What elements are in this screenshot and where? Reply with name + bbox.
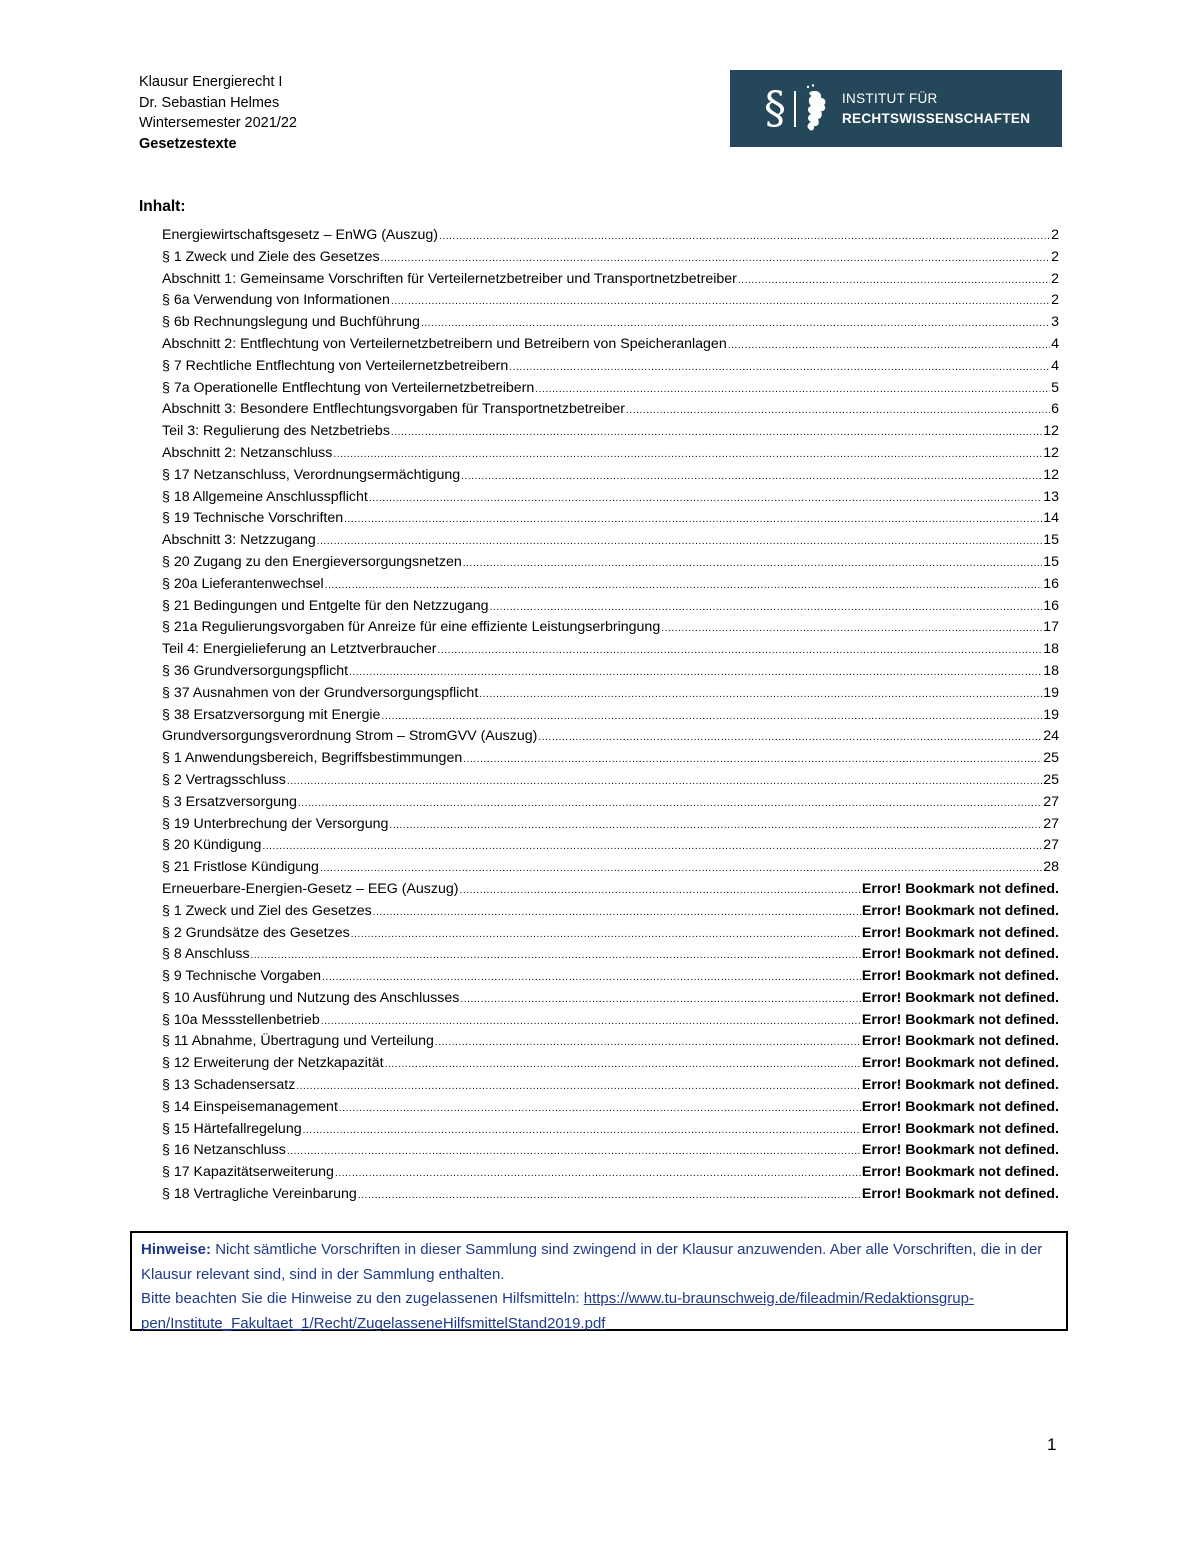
page-number: 1 bbox=[1047, 1435, 1057, 1454]
toc-entry-title: § 14 Einspeisemanagement bbox=[162, 1098, 338, 1115]
toc-entry-page: 17 bbox=[1043, 619, 1059, 636]
institute-name-line2: RECHTSWISSENSCHAFTEN bbox=[842, 110, 1031, 126]
toc-dot-leader bbox=[728, 335, 1050, 357]
toc-entry-page: Error! Bookmark not defined. bbox=[861, 902, 1059, 919]
toc-entry-title: § 7 Rechtliche Entflechtung von Verteilernetzbetreibern bbox=[162, 357, 509, 374]
toc-entry-page: 25 bbox=[1043, 771, 1059, 788]
toc-entry-page: 12 bbox=[1043, 444, 1059, 461]
toc-entry-title: § 12 Erweiterung der Netzkapazität bbox=[162, 1055, 384, 1072]
toc-entry-page: 2 bbox=[1051, 227, 1059, 243]
toc-dot-leader bbox=[358, 1185, 861, 1207]
toc-dot-leader bbox=[463, 553, 1042, 575]
toc-dot-leader bbox=[298, 793, 1042, 815]
toc-entry-page: 2 bbox=[1051, 270, 1059, 287]
toc-entry-title: § 3 Ersatzversorgung bbox=[162, 793, 297, 810]
semester: Wintersemester 2021/22 bbox=[139, 115, 297, 131]
toc-dot-leader bbox=[351, 924, 861, 946]
toc-entry[interactable] bbox=[162, 225, 1059, 247]
toc-entry-title: § 38 Ersatzversorgung mit Energie bbox=[162, 706, 381, 723]
toc-entry[interactable] bbox=[162, 269, 1059, 291]
toc-dot-leader bbox=[490, 597, 1043, 619]
toc-entry-title: § 16 Netzanschluss bbox=[162, 1142, 286, 1159]
toc-dot-leader bbox=[322, 967, 861, 989]
toc-dot-leader bbox=[339, 1098, 861, 1120]
toc-entry-page: Error! Bookmark not defined. bbox=[861, 1120, 1059, 1137]
toc-entry-page: 18 bbox=[1043, 641, 1059, 658]
toc-entry-title: § 18 Vertragliche Vereinbarung bbox=[162, 1186, 357, 1203]
toc-dot-leader bbox=[325, 575, 1043, 597]
toc-heading: Inhalt: bbox=[139, 198, 186, 215]
toc-entry-title: Teil 3: Regulierung des Netzbetriebs bbox=[162, 423, 390, 440]
toc-entry-page: 4 bbox=[1051, 335, 1059, 352]
toc-entry[interactable] bbox=[162, 661, 1059, 683]
toc-dot-leader bbox=[287, 771, 1042, 793]
toc-dot-leader bbox=[421, 313, 1050, 335]
toc-dot-leader bbox=[373, 902, 861, 924]
toc-dot-leader bbox=[435, 1032, 861, 1054]
toc-dot-leader bbox=[320, 858, 1042, 880]
toc-entry[interactable] bbox=[162, 814, 1059, 836]
toc-entry-title: § 11 Abnahme, Übertragung und Verteilung bbox=[162, 1033, 434, 1050]
toc-dot-leader bbox=[321, 1011, 861, 1033]
toc-dot-leader bbox=[296, 1076, 861, 1098]
toc-entry[interactable] bbox=[162, 508, 1059, 530]
toc-entry[interactable] bbox=[162, 857, 1059, 879]
toc-entry[interactable] bbox=[162, 1053, 1059, 1075]
toc-entry-title: § 13 Schadensersatz bbox=[162, 1077, 296, 1094]
logo-divider bbox=[794, 91, 796, 127]
toc-entry-page: 16 bbox=[1043, 575, 1059, 592]
toc-entry-title: § 7a Operationelle Entflechtung von Verteilernetzbetreibern bbox=[162, 379, 535, 396]
toc-entry-title: § 15 Härtefallregelung bbox=[162, 1120, 302, 1137]
toc-entry-page: 3 bbox=[1051, 314, 1059, 331]
toc-entry[interactable] bbox=[162, 1031, 1059, 1053]
toc-entry-page: Error! Bookmark not defined. bbox=[861, 968, 1059, 985]
toc-dot-leader bbox=[303, 1120, 861, 1142]
toc-entry[interactable] bbox=[162, 596, 1059, 618]
toc-dot-leader bbox=[391, 422, 1042, 444]
toc-entry-page: 27 bbox=[1043, 837, 1059, 854]
toc-entry-title: § 8 Anschluss bbox=[162, 946, 250, 963]
toc-entry-title: Erneuerbare-Energien-Gesetz – EEG (Auszug) bbox=[162, 880, 459, 897]
toc-dot-leader bbox=[463, 749, 1042, 771]
toc-entry-page: Error! Bookmark not defined. bbox=[861, 1098, 1059, 1115]
toc-entry-page: 25 bbox=[1043, 750, 1059, 767]
toc-dot-leader bbox=[251, 945, 861, 967]
toc-entry[interactable] bbox=[162, 247, 1059, 269]
toc-entry-page: 14 bbox=[1043, 510, 1059, 527]
toc-dot-leader bbox=[538, 727, 1042, 749]
toc-entry-title: Grundversorgungsverordnung Strom – StromGVV (Auszug) bbox=[162, 728, 538, 745]
toc-dot-leader bbox=[439, 226, 1050, 248]
toc-dot-leader bbox=[344, 509, 1042, 531]
toc-entry[interactable] bbox=[162, 1010, 1059, 1032]
toc-entry-title: § 2 Grundsätze des Gesetzes bbox=[162, 924, 350, 941]
notice-label: Hinweise: bbox=[141, 1241, 212, 1258]
toc-entry[interactable] bbox=[162, 399, 1059, 421]
toc-entry-title: § 6b Rechnungslegung und Buchführung bbox=[162, 314, 420, 331]
toc-entry-title: Abschnitt 1: Gemeinsame Vorschriften für Verteilernetzbetreiber und Transportnetzbetreiber bbox=[162, 270, 737, 287]
toc-entry-page: Error! Bookmark not defined. bbox=[861, 1186, 1059, 1203]
toc-dot-leader bbox=[661, 618, 1042, 640]
toc-entry[interactable] bbox=[162, 792, 1059, 814]
toc-entry[interactable] bbox=[162, 312, 1059, 334]
paragraph-icon: § bbox=[764, 82, 786, 134]
toc-entry-page: Error! Bookmark not defined. bbox=[861, 989, 1059, 1006]
toc-entry[interactable] bbox=[162, 879, 1059, 901]
toc-entry-page: 19 bbox=[1043, 684, 1059, 701]
toc-entry[interactable] bbox=[162, 334, 1059, 356]
toc-entry-page: Error! Bookmark not defined. bbox=[861, 1033, 1059, 1050]
toc-entry[interactable] bbox=[162, 356, 1059, 378]
toc-entry-title: Abschnitt 3: Besondere Entflechtungsvorgaben für Transportnetzbetreiber bbox=[162, 401, 625, 418]
toc-entry[interactable] bbox=[162, 552, 1059, 574]
toc-entry-page: 2 bbox=[1051, 248, 1059, 265]
toc-entry-title: § 20a Lieferantenwechsel bbox=[162, 575, 324, 592]
toc-dot-leader bbox=[437, 640, 1042, 662]
toc-entry[interactable] bbox=[162, 1140, 1059, 1162]
toc-dot-leader bbox=[381, 706, 1042, 728]
toc-entry-title: § 17 Kapazitätserweiterung bbox=[162, 1164, 334, 1181]
toc-entry-page: 4 bbox=[1051, 357, 1059, 374]
toc-entry[interactable] bbox=[162, 748, 1059, 770]
toc-entry[interactable] bbox=[162, 1162, 1059, 1184]
toc-entry[interactable] bbox=[162, 726, 1059, 748]
toc-entry-page: 15 bbox=[1043, 532, 1059, 549]
toc-dot-leader bbox=[333, 444, 1042, 466]
toc-entry[interactable] bbox=[162, 966, 1059, 988]
toc-entry-title: § 1 Zweck und Ziel des Gesetzes bbox=[162, 902, 372, 919]
toc-dot-leader bbox=[479, 684, 1042, 706]
toc-dot-leader bbox=[317, 531, 1042, 553]
toc-entry-title: § 10a Messstellenbetrieb bbox=[162, 1011, 320, 1028]
toc-dot-leader bbox=[349, 662, 1042, 684]
toc-entry[interactable] bbox=[162, 465, 1059, 487]
toc-entry-page: 18 bbox=[1043, 662, 1059, 679]
toc-entry[interactable] bbox=[162, 683, 1059, 705]
toc-dot-leader bbox=[509, 357, 1050, 379]
toc-entry-page: 12 bbox=[1043, 423, 1059, 440]
toc-entry-title: § 10 Ausführung und Nutzung des Anschlusses bbox=[162, 989, 460, 1006]
toc-entry-page: 16 bbox=[1043, 597, 1059, 614]
toc-entry-title: § 17 Netzanschluss, Verordnungsermächtigung bbox=[162, 466, 461, 483]
hilfsmittel-link[interactable]: https://www.tu-braunschweig.de/fileadmin/Redaktionsgrup-pen/Institute_Fakultaet_1/Recht/ZugelasseneHilfsmittelStand2019.pdf bbox=[141, 1290, 974, 1332]
institute-name-line1: INSTITUT FÜR bbox=[842, 90, 938, 106]
toc-entry-title: Abschnitt 2: Entflechtung von Verteilernetzbetreibern und Betreibern von Speicheranlagen bbox=[162, 335, 727, 352]
toc-entry-title: § 1 Zweck und Ziele des Gesetzes bbox=[162, 248, 380, 265]
toc-entry[interactable] bbox=[162, 421, 1059, 443]
author: Dr. Sebastian Helmes bbox=[139, 94, 280, 111]
toc-entry-page: 6 bbox=[1051, 401, 1059, 418]
toc-dot-leader bbox=[626, 400, 1050, 422]
notice-text: Nicht sämtliche Vorschriften in dieser Sammlung sind zwingend in der Klausur anzuwenden. Aber alle Vorschriften, die in der Klausur relevant sind, sind in der Sammlung enthalten. bbox=[141, 1241, 1043, 1283]
toc-entry-title: § 37 Ausnahmen von der Grundversorgungspflicht bbox=[162, 684, 479, 701]
toc-dot-leader bbox=[738, 270, 1050, 292]
toc-entry-page: Error! Bookmark not defined. bbox=[861, 946, 1059, 963]
toc-entry[interactable] bbox=[162, 617, 1059, 639]
toc-dot-leader bbox=[461, 466, 1042, 488]
toc-entry-page: 5 bbox=[1051, 379, 1059, 396]
toc-entry[interactable] bbox=[162, 487, 1059, 509]
toc-entry-page: 13 bbox=[1043, 488, 1059, 505]
toc-dot-leader bbox=[385, 1054, 861, 1076]
toc-entry-title: § 21a Regulierungsvorgaben für Anreize für eine effiziente Leistungserbringung bbox=[162, 619, 661, 636]
toc-dot-leader bbox=[460, 989, 861, 1011]
institute-logo bbox=[730, 70, 1062, 147]
toc-entry-page: 19 bbox=[1043, 706, 1059, 723]
toc-entry-page: Error! Bookmark not defined. bbox=[861, 924, 1059, 941]
toc-entry[interactable] bbox=[162, 1184, 1059, 1206]
notice-box bbox=[130, 1231, 1068, 1331]
toc-entry-title: § 20 Kündigung bbox=[162, 837, 262, 854]
lion-crest-icon bbox=[802, 83, 830, 135]
toc-dot-leader bbox=[262, 836, 1042, 858]
toc-entry[interactable] bbox=[162, 988, 1059, 1010]
toc-entry-page: 15 bbox=[1043, 553, 1059, 570]
document-header bbox=[139, 72, 297, 154]
toc-dot-leader bbox=[335, 1163, 861, 1185]
toc-entry[interactable] bbox=[162, 944, 1059, 966]
toc-entry-page: Error! Bookmark not defined. bbox=[861, 1077, 1059, 1094]
toc-entry-page: 12 bbox=[1043, 466, 1059, 483]
toc-entry[interactable] bbox=[162, 639, 1059, 661]
toc-entry-page: 2 bbox=[1051, 292, 1059, 309]
document-subtitle: Gesetzestexte bbox=[139, 135, 237, 152]
toc-entry-title: § 2 Vertragsschluss bbox=[162, 771, 286, 788]
toc-entry-title: § 9 Technische Vorgaben bbox=[162, 968, 322, 985]
toc-entry[interactable] bbox=[162, 574, 1059, 596]
toc-entry-title: Abschnitt 2: Netzanschluss bbox=[162, 444, 333, 461]
toc-entry[interactable] bbox=[162, 835, 1059, 857]
toc-entry[interactable] bbox=[162, 530, 1059, 552]
toc-dot-leader bbox=[287, 1141, 861, 1163]
toc-entry[interactable] bbox=[162, 1119, 1059, 1141]
toc-entry-page: 24 bbox=[1043, 728, 1059, 745]
toc-entry-title: § 21 Fristlose Kündigung bbox=[162, 859, 319, 876]
toc-entry[interactable] bbox=[162, 378, 1059, 400]
toc-entry[interactable] bbox=[162, 705, 1059, 727]
toc-entry-title: § 36 Grundversorgungspflicht bbox=[162, 662, 349, 679]
toc-dot-leader bbox=[460, 880, 861, 902]
toc-dot-leader bbox=[369, 488, 1042, 510]
toc-dot-leader bbox=[389, 815, 1042, 837]
toc-dot-leader bbox=[535, 379, 1050, 401]
toc-entry-title: § 20 Zugang zu den Energieversorgungsnetzen bbox=[162, 553, 462, 570]
toc-entry-title: § 6a Verwendung von Informationen bbox=[162, 292, 390, 309]
toc-entry[interactable] bbox=[162, 770, 1059, 792]
toc-entry[interactable] bbox=[162, 1075, 1059, 1097]
exam-title: Klausur Energierecht I bbox=[139, 74, 283, 90]
toc-entry-title: § 19 Technische Vorschriften bbox=[162, 510, 344, 527]
toc-entry-page: 28 bbox=[1043, 859, 1059, 876]
notice-hint: Bitte beachten Sie die Hinweise zu den zugelassenen Hilfsmitteln: bbox=[141, 1290, 584, 1307]
toc-entry-title: Energiewirtschaftsgesetz – EnWG (Auszug) bbox=[162, 227, 438, 243]
toc-entry-title: § 18 Allgemeine Anschlusspflicht bbox=[162, 488, 368, 505]
toc-entry-title: § 21 Bedingungen und Entgelte für den Netzzugang bbox=[162, 597, 489, 614]
toc-entry-page: Error! Bookmark not defined. bbox=[861, 1011, 1059, 1028]
toc-entry-page: Error! Bookmark not defined. bbox=[861, 880, 1059, 897]
toc-entry-title: Abschnitt 3: Netzzugang bbox=[162, 532, 316, 549]
toc-entry-title: Teil 4: Energielieferung an Letztverbraucher bbox=[162, 641, 437, 658]
toc-dot-leader bbox=[381, 248, 1050, 270]
toc-entry-title: § 19 Unterbrechung der Versorgung bbox=[162, 815, 389, 832]
toc-entry-title: § 1 Anwendungsbereich, Begriffsbestimmungen bbox=[162, 750, 463, 767]
toc-entry[interactable] bbox=[162, 923, 1059, 945]
toc-entry-page: 27 bbox=[1043, 815, 1059, 832]
toc-entry[interactable] bbox=[162, 1097, 1059, 1119]
institute-name bbox=[842, 89, 1030, 129]
toc-entry[interactable] bbox=[162, 443, 1059, 465]
toc-entry[interactable] bbox=[162, 290, 1059, 312]
toc-entry-page: Error! Bookmark not defined. bbox=[861, 1164, 1059, 1181]
toc-entry-page: Error! Bookmark not defined. bbox=[861, 1055, 1059, 1072]
table-of-contents bbox=[162, 225, 1059, 1206]
toc-entry[interactable] bbox=[162, 901, 1059, 923]
toc-dot-leader bbox=[391, 291, 1050, 313]
toc-entry-page: Error! Bookmark not defined. bbox=[861, 1142, 1059, 1159]
toc-entry-page: 27 bbox=[1043, 793, 1059, 810]
